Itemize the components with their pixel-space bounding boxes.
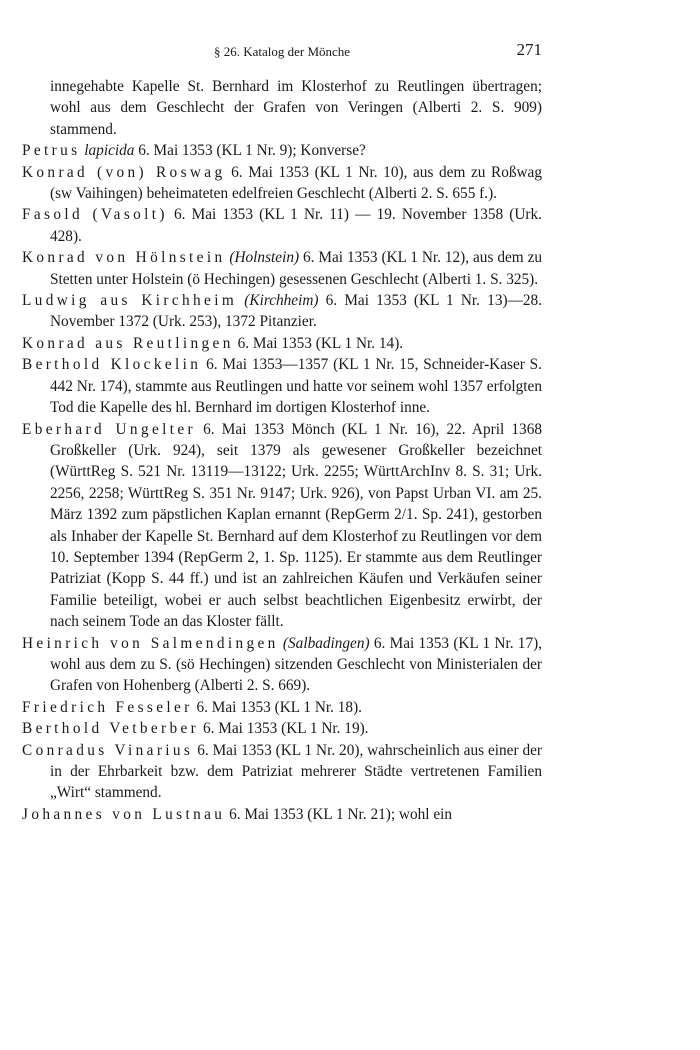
entry-name: Konrad von Hölnstein xyxy=(22,249,226,267)
catalog-entries xyxy=(22,76,542,825)
entry-name-variant: lapicida xyxy=(84,142,135,160)
entry-name: Berthold Klockelin xyxy=(22,356,202,374)
entry-name: Heinrich von Salmendingen xyxy=(22,634,279,652)
entry-text: 6. Mai 1353 (KL 1 Nr. 18). xyxy=(196,698,362,716)
catalog-entry xyxy=(22,354,542,418)
catalog-entry xyxy=(22,718,542,739)
catalog-entry xyxy=(22,247,542,290)
entry-text: 6. Mai 1353 (KL 1 Nr. 20), wahrscheinlich aus einer der in der Ehrbarkeit bzw. dem Patriziat mehrerer Städte vertretenen Familien „Wirt“ stammend. xyxy=(50,741,543,802)
entry-text: 6. Mai 1353 (KL 1 Nr. 21); wohl ein xyxy=(229,805,453,823)
catalog-entry xyxy=(22,419,542,633)
page-header xyxy=(22,40,542,64)
entry-name-variant: (Salbadingen) xyxy=(282,634,370,652)
entry-name: Eberhard Ungelter xyxy=(22,420,196,438)
entry-name: Konrad (von) Roswag xyxy=(22,163,226,181)
entry-text: 6. Mai 1353 (KL 1 Nr. 9); Konverse? xyxy=(138,142,366,160)
running-head: § 26. Katalog der Mönche xyxy=(213,44,351,59)
catalog-entry xyxy=(22,740,542,804)
entry-text: 6. Mai 1353 (KL 1 Nr. 13)—28. November 1372 (Urk. 253), 1372 Pitanzier. xyxy=(50,292,542,331)
entry-name: Konrad aus Reutlingen xyxy=(22,334,234,352)
entry-name: Conradus Vinarius xyxy=(22,741,194,759)
catalog-entry xyxy=(22,162,542,205)
entry-text: 6. Mai 1353 (KL 1 Nr. 12), aus dem zu Stetten unter Holstein (ö Hechingen) gesessenen Geschlecht (Alberti 1. S. 325). xyxy=(50,249,543,288)
entry-name-variant: (Holnstein) xyxy=(229,249,300,267)
entry-text: 6. Mai 1353 (KL 1 Nr. 10), aus dem zu Roßwag (sw Vaihingen) beheimateten edelfreien Geschlecht (Alberti 2. S. 655 f.). xyxy=(50,163,542,203)
catalog-entry xyxy=(22,333,542,354)
entry-name-variant: (Kirchheim) xyxy=(244,292,319,310)
entry-name: Friedrich Fesseler xyxy=(22,698,193,716)
entry-text: 6. Mai 1353 (KL 1 Nr. 17), wohl aus dem zu S. (sö Hechingen) sitzenden Geschlecht von Ministerialen der Grafen von Hohenberg (Alberti 2. S. 669). xyxy=(50,634,543,695)
entry-text: 6. Mai 1353 Mönch (KL 1 Nr. 16), 22. April 1368 Großkeller (Urk. 924), seit 1379 als gewesener Großkeller bezeichnet (WürttReg S. 521 Nr. 13119—13122; Urk. 2255; WürttArchInv 8. S. 31; Urk. 2256, 2258; WürttReg S. 351 Nr. 9147; Urk. 926), von Papst Urban VI. am 25. März 1392 zum päpstlichen Kaplan ernannt (RepGerm 2/1. Sp. 241), gestorben als Inhaber der Kapelle St. Bernhard auf dem Klosterhof zu Reutlingen vor dem 10. September 1394 (RepGerm 2, 1. Sp. 1125). Er stammte aus dem Reutlinger Patriziat (Kopp S. 44 ff.) und ist an zahlreichen Käufen und Verkäufen seiner Familie beteiligt, wobei er auch selbst beachtlichen Eigenbesitz erwirbt, der nach seinem Tode an das Kloster fällt. xyxy=(50,420,542,631)
entry-text: innegehabte Kapelle St. Bernhard im Klosterhof zu Reutlingen übertragen; wohl aus dem Geschlecht der Grafen von Veringen (Alberti 2. S. 909) stammend. xyxy=(50,78,542,138)
entry-text: 6. Mai 1353—1357 (KL 1 Nr. 15, Schneider-Kaser S. 442 Nr. 174), stammte aus Reutlingen und hatte vor seinem wohl 1357 erfolgten Tod die Kapelle des hl. Bernhard im dortigen Klosterhof inne. xyxy=(50,356,543,417)
entry-name: Johannes von Lustnau xyxy=(22,805,226,823)
catalog-entry xyxy=(22,290,542,333)
entry-text: 6. Mai 1353 (KL 1 Nr. 11) — 19. November 1358 (Urk. 428). xyxy=(50,206,542,245)
catalog-entry xyxy=(22,804,542,825)
catalog-entry xyxy=(22,633,542,697)
catalog-entry xyxy=(22,76,542,140)
entry-text: 6. Mai 1353 (KL 1 Nr. 19). xyxy=(202,720,369,738)
entry-name: Berthold Vetberber xyxy=(22,720,200,738)
catalog-entry xyxy=(22,697,542,718)
catalog-entry xyxy=(22,204,542,247)
entry-name: Petrus xyxy=(22,142,81,160)
page-number: 271 xyxy=(516,40,542,59)
catalog-entry xyxy=(22,140,542,161)
entry-name: Ludwig aus Kirchheim xyxy=(22,292,238,310)
entry-text: 6. Mai 1353 (KL 1 Nr. 14). xyxy=(237,334,404,352)
entry-name: Fasold (Vasolt) xyxy=(22,206,168,224)
